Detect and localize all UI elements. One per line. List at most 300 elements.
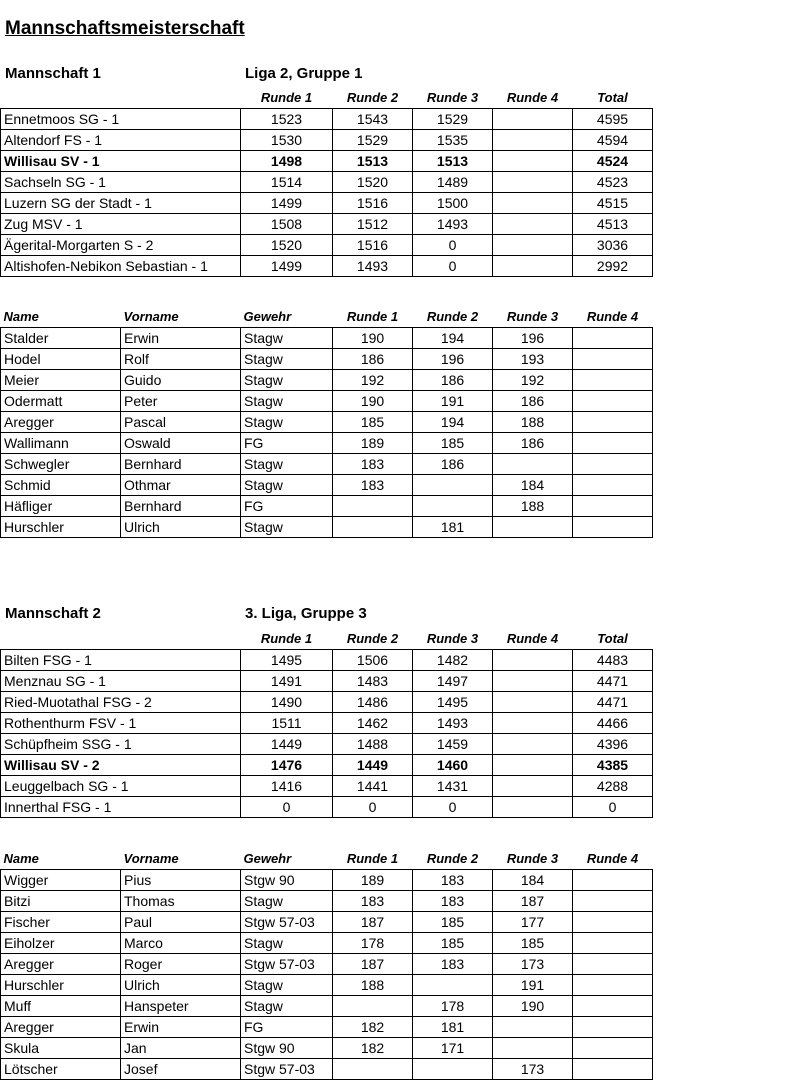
score-cell [493, 235, 573, 256]
table-row [1, 734, 653, 755]
score-cell: 182 [333, 1038, 413, 1059]
column-header: Runde 1 [260, 90, 313, 105]
column-header: Runde 3 [506, 851, 559, 866]
club-name: Menznau SG - 1 [1, 671, 241, 692]
column-header: Runde 2 [346, 90, 399, 105]
shooter-name: Muff [1, 996, 121, 1017]
score-cell: 4466 [573, 713, 653, 734]
column-header: Runde 1 [346, 309, 399, 324]
club-name: Sachseln SG - 1 [1, 172, 241, 193]
score-cell [493, 454, 573, 475]
score-cell: 1516 [333, 235, 413, 256]
table-row [1, 130, 653, 151]
score-cell: 177 [493, 912, 573, 933]
score-cell: 1513 [333, 151, 413, 172]
score-cell [493, 713, 573, 734]
score-cell: 190 [333, 328, 413, 349]
score-cell [573, 328, 653, 349]
score-cell: 183 [333, 475, 413, 496]
score-cell: 189 [333, 870, 413, 891]
score-cell: 2992 [573, 256, 653, 277]
score-cell: 173 [493, 1059, 573, 1080]
score-cell: 188 [493, 496, 573, 517]
shooter-firstname: Peter [121, 391, 241, 412]
score-cell: 186 [413, 454, 493, 475]
score-cell [573, 954, 653, 975]
score-cell: 188 [333, 975, 413, 996]
shooter-name: Häfliger [1, 496, 121, 517]
rifle-type: FG [241, 496, 333, 517]
rifle-type: Stagw [241, 412, 333, 433]
score-cell [493, 650, 573, 671]
score-cell: 185 [413, 433, 493, 454]
column-header: Name [3, 851, 39, 866]
table-row [1, 891, 653, 912]
score-cell: 4471 [573, 692, 653, 713]
rifle-type: Stgw 90 [241, 1038, 333, 1059]
club-name: Altishofen-Nebikon Sebastian - 1 [1, 256, 241, 277]
column-header: Runde 1 [346, 851, 399, 866]
score-cell: 193 [493, 349, 573, 370]
score-cell: 1523 [241, 109, 333, 130]
score-cell [573, 412, 653, 433]
score-cell: 1513 [413, 151, 493, 172]
rifle-type: Stagw [241, 933, 333, 954]
score-cell: 4523 [573, 172, 653, 193]
score-cell [413, 496, 493, 517]
score-cell: 173 [493, 954, 573, 975]
score-cell: 182 [333, 1017, 413, 1038]
score-cell: 1491 [241, 671, 333, 692]
column-header: Runde 3 [426, 90, 479, 105]
score-cell: 183 [333, 454, 413, 475]
shooters-table [0, 307, 653, 538]
shooter-name: Schwegler [1, 454, 121, 475]
score-cell: 191 [413, 391, 493, 412]
table-row [1, 517, 653, 538]
shooter-firstname: Roger [121, 954, 241, 975]
score-cell [493, 517, 573, 538]
header-blank [1, 629, 241, 650]
shooter-firstname: Bernhard [121, 496, 241, 517]
score-cell [413, 975, 493, 996]
club-name: Ägerital-Morgarten S - 2 [1, 235, 241, 256]
table-row [1, 328, 653, 349]
score-cell: 192 [493, 370, 573, 391]
column-header: Runde 4 [586, 309, 639, 324]
table-row [1, 496, 653, 517]
score-cell: 196 [493, 328, 573, 349]
score-cell [493, 671, 573, 692]
club-name: Altendorf FS - 1 [1, 130, 241, 151]
shooter-firstname: Pius [121, 870, 241, 891]
shooter-name: Hurschler [1, 975, 121, 996]
score-cell: 1529 [333, 130, 413, 151]
rifle-type: Stagw [241, 975, 333, 996]
score-cell: 0 [413, 256, 493, 277]
rifle-type: Stagw [241, 391, 333, 412]
score-cell [493, 1017, 573, 1038]
score-cell: 1508 [241, 214, 333, 235]
table-row [1, 975, 653, 996]
score-cell: 1441 [333, 776, 413, 797]
score-cell: 184 [493, 475, 573, 496]
score-cell: 1543 [333, 109, 413, 130]
score-cell: 1431 [413, 776, 493, 797]
score-cell: 4288 [573, 776, 653, 797]
shooter-firstname: Othmar [121, 475, 241, 496]
score-cell: 4515 [573, 193, 653, 214]
shooter-firstname: Jan [121, 1038, 241, 1059]
score-cell: 4513 [573, 214, 653, 235]
club-name: Bilten FSG - 1 [1, 650, 241, 671]
score-cell: 1535 [413, 130, 493, 151]
column-header: Total [597, 631, 628, 646]
score-cell: 1498 [241, 151, 333, 172]
score-cell [333, 996, 413, 1017]
club-name: Willisau SV - 1 [1, 151, 241, 172]
rifle-type: Stagw [241, 891, 333, 912]
score-cell [573, 1017, 653, 1038]
shooter-firstname: Erwin [121, 328, 241, 349]
table-row [1, 870, 653, 891]
score-cell: 1520 [333, 172, 413, 193]
score-cell [573, 1038, 653, 1059]
column-header: Runde 2 [426, 851, 479, 866]
column-header: Runde 4 [506, 631, 559, 646]
score-cell [333, 1059, 413, 1080]
score-cell [493, 172, 573, 193]
page-title: Mannschaftsmeisterschaft [5, 18, 245, 39]
table-row [1, 370, 653, 391]
score-cell [493, 214, 573, 235]
shooter-name: Hodel [1, 349, 121, 370]
shooter-firstname: Pascal [121, 412, 241, 433]
club-name: Zug MSV - 1 [1, 214, 241, 235]
table-row [1, 1059, 653, 1080]
score-cell: 1516 [333, 193, 413, 214]
table-row [1, 412, 653, 433]
club-name: Rothenthurm FSV - 1 [1, 713, 241, 734]
score-cell: 4595 [573, 109, 653, 130]
column-header: Vorname [123, 851, 179, 866]
score-cell [493, 734, 573, 755]
score-cell: 1506 [333, 650, 413, 671]
score-cell [573, 996, 653, 1017]
shooter-firstname: Marco [121, 933, 241, 954]
table-row [1, 797, 653, 818]
score-cell [333, 517, 413, 538]
score-cell: 185 [413, 912, 493, 933]
league-label: 3. Liga, Gruppe 3 [245, 605, 367, 622]
score-cell: 192 [333, 370, 413, 391]
rifle-type: Stagw [241, 328, 333, 349]
score-cell: 0 [333, 797, 413, 818]
rifle-type: Stagw [241, 370, 333, 391]
table-row [1, 475, 653, 496]
table-row [1, 193, 653, 214]
standings-table [0, 88, 653, 277]
column-header: Runde 1 [260, 631, 313, 646]
rifle-type: Stagw [241, 517, 333, 538]
score-cell: 186 [493, 391, 573, 412]
table-row [1, 671, 653, 692]
score-cell: 0 [573, 797, 653, 818]
score-cell: 1495 [241, 650, 333, 671]
column-header: Runde 4 [506, 90, 559, 105]
shooter-name: Wallimann [1, 433, 121, 454]
score-cell: 178 [413, 996, 493, 1017]
shooter-name: Meier [1, 370, 121, 391]
score-cell: 1460 [413, 755, 493, 776]
score-cell: 1490 [241, 692, 333, 713]
column-header: Runde 3 [506, 309, 559, 324]
table-row [1, 1038, 653, 1059]
table-row [1, 713, 653, 734]
score-cell [493, 797, 573, 818]
score-cell [493, 193, 573, 214]
score-cell [573, 475, 653, 496]
rifle-type: FG [241, 1017, 333, 1038]
score-cell: 190 [493, 996, 573, 1017]
score-cell: 1514 [241, 172, 333, 193]
score-cell: 188 [493, 412, 573, 433]
shooter-name: Hurschler [1, 517, 121, 538]
score-cell: 1499 [241, 193, 333, 214]
score-cell: 1416 [241, 776, 333, 797]
score-cell [413, 475, 493, 496]
score-cell: 1520 [241, 235, 333, 256]
score-cell: 181 [413, 1017, 493, 1038]
score-cell: 1486 [333, 692, 413, 713]
score-cell: 184 [493, 870, 573, 891]
rifle-type: Stgw 57-03 [241, 912, 333, 933]
score-cell: 1512 [333, 214, 413, 235]
score-cell [573, 349, 653, 370]
score-cell: 187 [493, 891, 573, 912]
shooter-firstname: Hanspeter [121, 996, 241, 1017]
shooter-firstname: Bernhard [121, 454, 241, 475]
shooter-name: Skula [1, 1038, 121, 1059]
score-cell: 183 [413, 870, 493, 891]
score-cell [573, 912, 653, 933]
score-cell: 1476 [241, 755, 333, 776]
score-cell [573, 870, 653, 891]
score-cell [573, 454, 653, 475]
table-row [1, 172, 653, 193]
score-cell: 1530 [241, 130, 333, 151]
score-cell: 1462 [333, 713, 413, 734]
shooter-name: Bitzi [1, 891, 121, 912]
rifle-type: Stgw 57-03 [241, 954, 333, 975]
shooter-firstname: Thomas [121, 891, 241, 912]
league-label: Liga 2, Gruppe 1 [245, 65, 363, 82]
score-cell: 4396 [573, 734, 653, 755]
header-blank [1, 88, 241, 109]
score-cell: 171 [413, 1038, 493, 1059]
club-name: Ried-Muotathal FSG - 2 [1, 692, 241, 713]
score-cell [333, 496, 413, 517]
shooter-name: Aregger [1, 1017, 121, 1038]
score-cell: 187 [333, 912, 413, 933]
score-cell: 185 [493, 933, 573, 954]
column-header: Name [3, 309, 39, 324]
score-cell: 186 [413, 370, 493, 391]
rifle-type: Stgw 90 [241, 870, 333, 891]
score-cell [573, 1059, 653, 1080]
rifle-type: Stagw [241, 349, 333, 370]
score-cell: 1493 [413, 713, 493, 734]
shooter-name: Schmid [1, 475, 121, 496]
score-cell: 1449 [241, 734, 333, 755]
shooter-name: Fischer [1, 912, 121, 933]
score-cell: 183 [333, 891, 413, 912]
score-cell: 183 [413, 891, 493, 912]
table-row [1, 256, 653, 277]
column-header: Runde 3 [426, 631, 479, 646]
score-cell [573, 391, 653, 412]
score-cell: 0 [241, 797, 333, 818]
shooter-firstname: Josef [121, 1059, 241, 1080]
table-row [1, 151, 653, 172]
score-cell [573, 933, 653, 954]
rifle-type: FG [241, 433, 333, 454]
score-cell: 1529 [413, 109, 493, 130]
column-header: Runde 2 [426, 309, 479, 324]
club-name: Willisau SV - 2 [1, 755, 241, 776]
score-cell: 1449 [333, 755, 413, 776]
column-header: Gewehr [243, 851, 292, 866]
score-cell: 1488 [333, 734, 413, 755]
score-cell: 4594 [573, 130, 653, 151]
club-name: Innerthal FSG - 1 [1, 797, 241, 818]
score-cell: 3036 [573, 235, 653, 256]
score-cell [573, 517, 653, 538]
score-cell [573, 496, 653, 517]
rifle-type: Stagw [241, 454, 333, 475]
score-cell [493, 256, 573, 277]
shooter-firstname: Erwin [121, 1017, 241, 1038]
column-header: Vorname [123, 309, 179, 324]
team-label: Mannschaft 1 [5, 65, 101, 82]
score-cell: 1500 [413, 193, 493, 214]
rifle-type: Stgw 57-03 [241, 1059, 333, 1080]
score-cell [573, 975, 653, 996]
table-row [1, 349, 653, 370]
score-cell: 4385 [573, 755, 653, 776]
score-cell: 1493 [333, 256, 413, 277]
club-name: Ennetmoos SG - 1 [1, 109, 241, 130]
shooter-name: Odermatt [1, 391, 121, 412]
score-cell [493, 109, 573, 130]
table-row [1, 933, 653, 954]
score-cell: 0 [413, 797, 493, 818]
score-cell: 1482 [413, 650, 493, 671]
club-name: Leuggelbach SG - 1 [1, 776, 241, 797]
shooter-name: Stalder [1, 328, 121, 349]
shooter-firstname: Ulrich [121, 517, 241, 538]
table-row [1, 454, 653, 475]
shooter-firstname: Rolf [121, 349, 241, 370]
table-row [1, 391, 653, 412]
shooters-table [0, 849, 653, 1080]
table-row [1, 954, 653, 975]
column-header: Runde 4 [586, 851, 639, 866]
score-cell: 4524 [573, 151, 653, 172]
score-cell [493, 151, 573, 172]
score-cell [413, 1059, 493, 1080]
score-cell: 1459 [413, 734, 493, 755]
score-cell: 185 [413, 933, 493, 954]
score-cell: 4483 [573, 650, 653, 671]
score-cell: 190 [333, 391, 413, 412]
column-header: Gewehr [243, 309, 292, 324]
table-row [1, 214, 653, 235]
shooter-name: Lötscher [1, 1059, 121, 1080]
score-cell: 178 [333, 933, 413, 954]
table-row [1, 433, 653, 454]
score-cell [493, 776, 573, 797]
table-row [1, 109, 653, 130]
table-row [1, 996, 653, 1017]
club-name: Schüpfheim SSG - 1 [1, 734, 241, 755]
shooter-name: Eiholzer [1, 933, 121, 954]
score-cell [493, 755, 573, 776]
score-cell: 183 [413, 954, 493, 975]
column-header: Total [597, 90, 628, 105]
score-cell: 4471 [573, 671, 653, 692]
standings-table [0, 629, 653, 818]
rifle-type: Stagw [241, 996, 333, 1017]
shooter-firstname: Paul [121, 912, 241, 933]
score-cell [573, 891, 653, 912]
score-cell: 1497 [413, 671, 493, 692]
score-cell: 187 [333, 954, 413, 975]
rifle-type: Stagw [241, 475, 333, 496]
score-cell: 196 [413, 349, 493, 370]
team-label: Mannschaft 2 [5, 605, 101, 622]
score-cell: 1495 [413, 692, 493, 713]
score-cell: 1489 [413, 172, 493, 193]
score-cell: 1493 [413, 214, 493, 235]
score-cell: 1499 [241, 256, 333, 277]
shooter-name: Aregger [1, 954, 121, 975]
club-name: Luzern SG der Stadt - 1 [1, 193, 241, 214]
shooter-firstname: Ulrich [121, 975, 241, 996]
score-cell [573, 370, 653, 391]
score-cell [573, 433, 653, 454]
score-cell: 0 [413, 235, 493, 256]
shooter-firstname: Oswald [121, 433, 241, 454]
score-cell: 185 [333, 412, 413, 433]
score-cell: 186 [493, 433, 573, 454]
score-cell: 1511 [241, 713, 333, 734]
table-row [1, 912, 653, 933]
table-row [1, 650, 653, 671]
table-row [1, 1017, 653, 1038]
score-cell: 191 [493, 975, 573, 996]
shooter-name: Wigger [1, 870, 121, 891]
score-cell: 194 [413, 412, 493, 433]
score-cell: 181 [413, 517, 493, 538]
score-cell [493, 130, 573, 151]
shooter-name: Aregger [1, 412, 121, 433]
column-header: Runde 2 [346, 631, 399, 646]
table-row [1, 755, 653, 776]
score-cell: 189 [333, 433, 413, 454]
shooter-firstname: Guido [121, 370, 241, 391]
score-cell [493, 692, 573, 713]
